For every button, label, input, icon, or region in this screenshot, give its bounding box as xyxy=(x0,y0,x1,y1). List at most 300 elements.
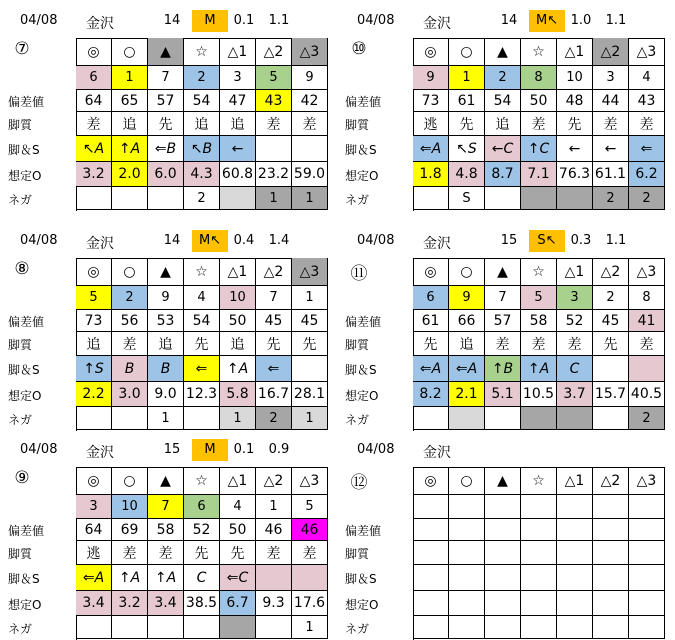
dev-cell: 45 xyxy=(593,310,629,332)
mark-header-cell: △3 xyxy=(292,38,328,66)
row-label: 偏差値 xyxy=(8,95,45,109)
horses-cell xyxy=(557,495,593,519)
row-label: 想定O xyxy=(8,597,42,612)
odds-cell: 6.2 xyxy=(629,162,665,187)
mark-header-cell: ◎ xyxy=(76,258,112,286)
ls-cell: B xyxy=(112,356,148,382)
neg-cell xyxy=(413,187,449,210)
ls-cell: ↑A xyxy=(220,356,256,382)
style-cell: 先 xyxy=(449,112,485,136)
ls-cell xyxy=(256,565,292,591)
horses-cell: 6 xyxy=(184,495,220,519)
race-block-race-12 xyxy=(345,437,665,639)
ls-cell: ↑B xyxy=(485,356,521,382)
mark-header-cell: ◎ xyxy=(413,38,449,66)
dev-cell xyxy=(593,519,629,541)
odds-cell: 8.2 xyxy=(413,382,449,407)
odds-cell: 61.1 xyxy=(593,162,629,187)
ls-cell: ⇐A xyxy=(449,356,485,382)
mark-header-cell: △3 xyxy=(292,258,328,286)
horses-cell xyxy=(521,495,557,519)
dev-cell: 50 xyxy=(220,310,256,332)
race-mark-badge: S↖ xyxy=(529,230,565,252)
style-cell: 逃 xyxy=(413,112,449,136)
ls-cell xyxy=(256,136,292,162)
odds-cell: 8.7 xyxy=(485,162,521,187)
mark-header-cell: △2 xyxy=(256,38,292,66)
race-number: ⑩ xyxy=(351,39,367,59)
neg-cell xyxy=(521,187,557,210)
row-label: 脚＆S xyxy=(8,572,40,586)
odds-cell: 3.2 xyxy=(76,162,112,187)
horses-cell: 1 xyxy=(112,66,148,90)
style-cell: 追 xyxy=(220,332,256,356)
pace-value-1: 0.3 xyxy=(570,233,592,248)
ls-cell: ← xyxy=(220,136,256,162)
neg-cell xyxy=(112,616,148,639)
prediction-grid xyxy=(76,258,328,431)
style-cell: 差 xyxy=(521,112,557,136)
odds-cell: 12.3 xyxy=(184,382,220,407)
ls-cell: ⇐A xyxy=(413,356,449,382)
style-cell: 先 xyxy=(148,112,184,136)
ls-cell xyxy=(292,356,328,382)
mark-header-cell: ◎ xyxy=(76,38,112,66)
horses-cell: 3 xyxy=(557,286,593,310)
ls-cell: B xyxy=(148,356,184,382)
mark-header-cell: △1 xyxy=(557,467,593,495)
race-block-race-7 xyxy=(8,8,328,210)
horses-cell: 4 xyxy=(629,66,665,90)
mark-header-cell: ▲ xyxy=(148,258,184,286)
dev-cell: 56 xyxy=(112,310,148,332)
pace-value-1: 0.4 xyxy=(233,233,255,248)
odds-cell: 10.5 xyxy=(521,382,557,407)
ls-cell: ⇐ xyxy=(629,136,665,162)
neg-cell xyxy=(557,407,593,430)
ls-cell: ⇐ xyxy=(184,356,220,382)
style-cell xyxy=(485,541,521,565)
row-label: 想定O xyxy=(8,168,42,183)
style-cell: 追 xyxy=(148,332,184,356)
ls-cell xyxy=(413,565,449,591)
odds-cell: 3.0 xyxy=(112,382,148,407)
mark-header-cell: △2 xyxy=(256,467,292,495)
mark-header-cell: △2 xyxy=(593,467,629,495)
style-cell: 先 xyxy=(292,332,328,356)
field-size: 14 xyxy=(163,233,181,248)
odds-cell: 2.0 xyxy=(112,162,148,187)
race-mark-badge: M xyxy=(192,439,228,461)
horses-cell: 10 xyxy=(112,495,148,519)
ls-cell: ⇐ xyxy=(256,356,292,382)
horses-cell: 6 xyxy=(76,66,112,90)
mark-header-cell: △2 xyxy=(593,258,629,286)
odds-cell xyxy=(485,591,521,616)
ls-cell xyxy=(629,565,665,591)
dev-cell: 58 xyxy=(148,519,184,541)
odds-cell: 16.7 xyxy=(256,382,292,407)
dev-cell: 42 xyxy=(292,90,328,112)
horses-cell: 2 xyxy=(593,286,629,310)
neg-cell xyxy=(184,407,220,430)
odds-cell: 1.8 xyxy=(413,162,449,187)
neg-cell: 2 xyxy=(256,407,292,430)
row-label: 脚＆S xyxy=(345,572,377,586)
style-cell: 差 xyxy=(112,541,148,565)
neg-cell xyxy=(184,616,220,639)
mark-header-cell: ◎ xyxy=(76,467,112,495)
odds-cell xyxy=(557,591,593,616)
neg-cell: 1 xyxy=(220,407,256,430)
dev-cell: 43 xyxy=(256,90,292,112)
row-label: 脚質 xyxy=(345,338,370,352)
pace-value-2: 1.4 xyxy=(268,233,290,248)
race-venue: 金沢 xyxy=(423,236,451,252)
dev-cell: 41 xyxy=(629,310,665,332)
neg-cell: 2 xyxy=(629,187,665,210)
mark-header-cell: ▲ xyxy=(485,467,521,495)
ls-cell: ↑A xyxy=(148,565,184,591)
race-mark-badge: M xyxy=(192,10,228,32)
row-label: 偏差値 xyxy=(345,95,382,109)
race-block-race-10 xyxy=(345,8,665,210)
style-cell xyxy=(521,541,557,565)
horses-cell: 1 xyxy=(292,286,328,310)
mark-header-cell: ☆ xyxy=(521,258,557,286)
race-block-race-8 xyxy=(8,228,328,430)
ls-cell: ⇐A xyxy=(76,565,112,591)
dev-cell: 73 xyxy=(413,90,449,112)
field-size: 15 xyxy=(163,442,181,457)
mark-header-cell: ◎ xyxy=(413,467,449,495)
ls-cell: ↑S xyxy=(76,356,112,382)
dev-cell: 43 xyxy=(629,90,665,112)
row-label: 脚＆S xyxy=(8,363,40,377)
odds-cell: 3.7 xyxy=(557,382,593,407)
neg-cell xyxy=(112,407,148,430)
ls-cell xyxy=(449,565,485,591)
odds-cell: 9.0 xyxy=(148,382,184,407)
style-cell: 追 xyxy=(184,112,220,136)
dev-cell: 64 xyxy=(76,90,112,112)
race-venue: 金沢 xyxy=(423,445,451,461)
dev-cell xyxy=(449,519,485,541)
dev-cell: 53 xyxy=(148,310,184,332)
mark-header-cell: ☆ xyxy=(521,467,557,495)
horses-cell: 1 xyxy=(256,495,292,519)
horses-cell xyxy=(485,495,521,519)
ls-cell: ⇐C xyxy=(220,565,256,591)
horses-cell: 2 xyxy=(184,66,220,90)
ls-cell: ↑A xyxy=(521,356,557,382)
dev-cell: 73 xyxy=(76,310,112,332)
race-date: 04/08 xyxy=(20,13,58,28)
prediction-grid xyxy=(413,258,665,431)
ls-cell: ↖B xyxy=(184,136,220,162)
race-number: ⑦ xyxy=(14,39,30,59)
race-header xyxy=(345,228,665,254)
neg-cell xyxy=(593,616,629,639)
field-size: 15 xyxy=(500,233,518,248)
neg-cell xyxy=(76,616,112,639)
odds-cell xyxy=(593,591,629,616)
dev-cell: 45 xyxy=(256,310,292,332)
style-cell: 逃 xyxy=(76,541,112,565)
field-size: 14 xyxy=(163,13,181,28)
odds-cell: 3.2 xyxy=(112,591,148,616)
horses-cell: 10 xyxy=(220,286,256,310)
mark-header-cell: △1 xyxy=(220,467,256,495)
pace-value-1: 1.0 xyxy=(570,13,592,28)
mark-header-cell: ▲ xyxy=(485,258,521,286)
odds-cell xyxy=(521,591,557,616)
odds-cell: 2.2 xyxy=(76,382,112,407)
style-cell xyxy=(557,541,593,565)
mark-header-cell: △3 xyxy=(629,467,665,495)
race-date: 04/08 xyxy=(20,233,58,248)
race-header xyxy=(8,228,328,254)
style-cell xyxy=(413,541,449,565)
neg-cell xyxy=(521,616,557,639)
pace-value-2: 1.1 xyxy=(605,233,627,248)
ls-cell: ← xyxy=(557,136,593,162)
dev-cell: 61 xyxy=(413,310,449,332)
style-cell xyxy=(593,541,629,565)
style-cell: 差 xyxy=(557,332,593,356)
prediction-grid xyxy=(76,38,328,211)
style-cell: 差 xyxy=(629,112,665,136)
odds-cell: 28.1 xyxy=(292,382,328,407)
horses-cell: 5 xyxy=(76,286,112,310)
style-cell: 追 xyxy=(220,112,256,136)
prediction-grid xyxy=(413,467,665,640)
style-cell: 差 xyxy=(76,112,112,136)
mark-header-cell: ○ xyxy=(112,467,148,495)
style-cell: 先 xyxy=(220,541,256,565)
odds-cell: 3.4 xyxy=(76,591,112,616)
dev-cell: 58 xyxy=(521,310,557,332)
horses-cell: 1 xyxy=(449,66,485,90)
mark-header-cell: ☆ xyxy=(184,38,220,66)
ls-cell xyxy=(557,565,593,591)
race-number: ⑫ xyxy=(350,473,368,493)
neg-cell: 1 xyxy=(256,187,292,210)
horses-cell: 2 xyxy=(485,66,521,90)
style-cell xyxy=(629,541,665,565)
mark-header-cell: ☆ xyxy=(184,467,220,495)
neg-cell xyxy=(413,616,449,639)
horses-cell: 8 xyxy=(629,286,665,310)
row-label: 脚質 xyxy=(345,547,370,561)
neg-cell xyxy=(485,407,521,430)
style-cell: 先 xyxy=(593,332,629,356)
race-mark-badge xyxy=(529,439,565,461)
race-header xyxy=(345,8,665,34)
neg-cell xyxy=(220,187,256,210)
mark-header-cell: △3 xyxy=(629,38,665,66)
row-label: ネガ xyxy=(8,412,33,427)
odds-cell: 38.5 xyxy=(184,591,220,616)
style-cell: 差 xyxy=(593,112,629,136)
race-number: ⑨ xyxy=(14,468,30,488)
neg-cell xyxy=(76,187,112,210)
horses-cell xyxy=(629,495,665,519)
style-cell: 差 xyxy=(292,541,328,565)
horses-cell: 7 xyxy=(148,495,184,519)
horses-cell: 8 xyxy=(521,66,557,90)
style-cell: 差 xyxy=(292,112,328,136)
race-venue: 金沢 xyxy=(86,16,114,32)
odds-cell: 9.3 xyxy=(256,591,292,616)
pace-value-2: 0.9 xyxy=(268,442,290,457)
odds-cell: 23.2 xyxy=(256,162,292,187)
neg-cell xyxy=(485,187,521,210)
dev-cell xyxy=(629,519,665,541)
style-cell: 先 xyxy=(557,112,593,136)
prediction-grid xyxy=(413,38,665,211)
row-label: ネガ xyxy=(345,192,370,207)
row-label: 想定O xyxy=(8,388,42,403)
row-label: 偏差値 xyxy=(8,315,45,329)
dev-cell: 69 xyxy=(112,519,148,541)
horses-cell: 5 xyxy=(521,286,557,310)
field-size: 14 xyxy=(500,13,518,28)
neg-cell: 2 xyxy=(629,407,665,430)
neg-cell: S xyxy=(449,187,485,210)
style-cell: 差 xyxy=(521,332,557,356)
race-number: ⑧ xyxy=(14,259,30,279)
pace-value-1: 0.1 xyxy=(233,442,255,457)
dev-cell xyxy=(413,519,449,541)
style-cell: 差 xyxy=(256,541,292,565)
style-cell: 先 xyxy=(184,541,220,565)
ls-cell: ↑A xyxy=(112,136,148,162)
row-label: 脚＆S xyxy=(345,363,377,377)
dev-cell: 66 xyxy=(449,310,485,332)
odds-cell: 17.6 xyxy=(292,591,328,616)
horses-cell: 7 xyxy=(485,286,521,310)
ls-cell xyxy=(593,565,629,591)
dev-cell xyxy=(485,519,521,541)
neg-cell: 2 xyxy=(593,187,629,210)
mark-header-cell: △3 xyxy=(629,258,665,286)
neg-cell xyxy=(449,407,485,430)
dev-cell: 46 xyxy=(292,519,328,541)
race-venue: 金沢 xyxy=(86,236,114,252)
neg-cell xyxy=(629,616,665,639)
mark-header-cell: ○ xyxy=(112,258,148,286)
dev-cell: 52 xyxy=(557,310,593,332)
ls-cell xyxy=(485,565,521,591)
mark-header-cell: ▲ xyxy=(148,38,184,66)
mark-header-cell: ☆ xyxy=(184,258,220,286)
mark-header-cell: ○ xyxy=(449,258,485,286)
ls-cell xyxy=(521,565,557,591)
style-cell: 追 xyxy=(112,112,148,136)
odds-cell: 5.8 xyxy=(220,382,256,407)
ls-cell: ⇐B xyxy=(148,136,184,162)
dev-cell: 57 xyxy=(485,310,521,332)
ls-cell xyxy=(292,565,328,591)
ls-cell: C xyxy=(557,356,593,382)
horses-cell: 5 xyxy=(256,66,292,90)
row-label: 脚質 xyxy=(8,338,33,352)
dev-cell: 64 xyxy=(76,519,112,541)
horses-cell: 9 xyxy=(413,66,449,90)
prediction-grid xyxy=(76,467,328,640)
odds-cell: 5.1 xyxy=(485,382,521,407)
race-date: 04/08 xyxy=(357,13,395,28)
row-label: 脚＆S xyxy=(345,143,377,157)
dev-cell xyxy=(521,519,557,541)
race-block-race-9 xyxy=(8,437,328,639)
row-label: 偏差値 xyxy=(345,315,382,329)
style-cell: 差 xyxy=(112,332,148,356)
odds-cell: 7.1 xyxy=(521,162,557,187)
odds-cell: 2.1 xyxy=(449,382,485,407)
neg-cell: 1 xyxy=(148,407,184,430)
neg-cell: 2 xyxy=(184,187,220,210)
mark-header-cell: △2 xyxy=(593,38,629,66)
odds-cell: 4.8 xyxy=(449,162,485,187)
horses-cell: 7 xyxy=(148,66,184,90)
neg-cell xyxy=(256,616,292,639)
row-label: 想定O xyxy=(345,388,379,403)
ls-cell: ← xyxy=(593,136,629,162)
dev-cell: 54 xyxy=(184,90,220,112)
odds-cell: 6.0 xyxy=(148,162,184,187)
race-mark-badge: M↖ xyxy=(192,230,228,252)
row-label: 脚質 xyxy=(345,118,370,132)
ls-cell xyxy=(629,356,665,382)
race-venue: 金沢 xyxy=(86,445,114,461)
row-label: 脚質 xyxy=(8,547,33,561)
dev-cell: 44 xyxy=(593,90,629,112)
horses-cell: 7 xyxy=(256,286,292,310)
neg-cell xyxy=(148,616,184,639)
race-number: ⑪ xyxy=(350,264,368,284)
row-label: 脚質 xyxy=(8,118,33,132)
ls-cell xyxy=(292,136,328,162)
ls-cell: C xyxy=(184,565,220,591)
mark-header-cell: ◎ xyxy=(413,258,449,286)
odds-cell: 40.5 xyxy=(629,382,665,407)
horses-cell xyxy=(413,495,449,519)
dev-cell: 52 xyxy=(184,519,220,541)
odds-cell: 76.3 xyxy=(557,162,593,187)
mark-header-cell: △1 xyxy=(220,258,256,286)
dev-cell: 54 xyxy=(184,310,220,332)
odds-cell xyxy=(629,591,665,616)
neg-cell xyxy=(76,407,112,430)
row-label: ネガ xyxy=(345,412,370,427)
style-cell: 先 xyxy=(256,332,292,356)
pace-value-1: 0.1 xyxy=(233,13,255,28)
dev-cell: 57 xyxy=(148,90,184,112)
horses-cell: 4 xyxy=(220,495,256,519)
ls-cell: ↖A xyxy=(76,136,112,162)
style-cell: 差 xyxy=(148,541,184,565)
style-cell: 追 xyxy=(76,332,112,356)
mark-header-cell: △1 xyxy=(220,38,256,66)
horses-cell: 9 xyxy=(292,66,328,90)
style-cell: 差 xyxy=(485,332,521,356)
neg-cell: 1 xyxy=(292,407,328,430)
odds-cell: 60.8 xyxy=(220,162,256,187)
odds-cell xyxy=(413,591,449,616)
neg-cell xyxy=(112,187,148,210)
